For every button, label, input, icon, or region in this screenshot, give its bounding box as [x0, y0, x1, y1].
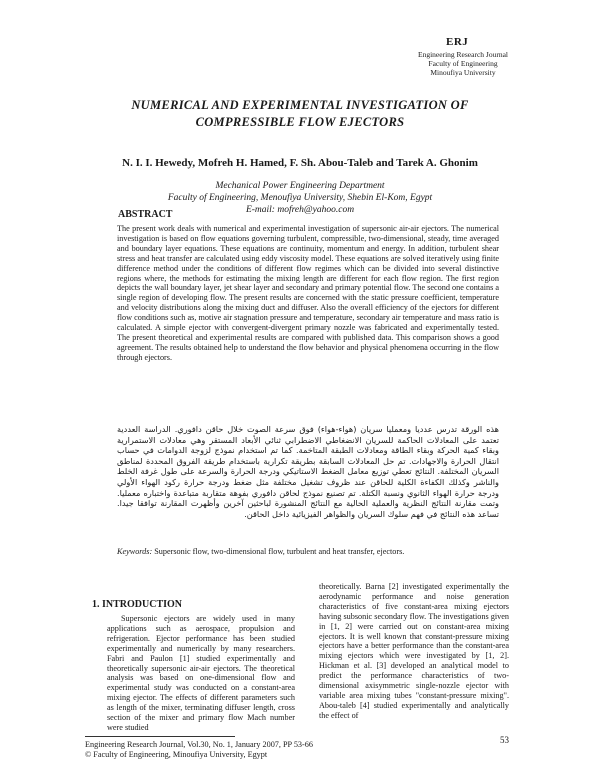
abstract-heading: ABSTRACT — [118, 209, 173, 220]
footer — [85, 740, 385, 760]
affiliation-department: Mechanical Power Engineering Department — [215, 181, 385, 191]
keywords — [117, 547, 499, 557]
introduction-heading: 1. INTRODUCTION — [92, 599, 183, 610]
paper-title-line-1: NUMERICAL AND EXPERIMENTAL INVESTIGATION OF — [131, 98, 469, 112]
introduction-left-column: Supersonic ejectors are widely used in many applications such as aerospace, propulsion and refrigeration. Ejector performance has been studied experimentally and numerically by many researchers. Fabri and Paulon [1] studied experimentally and theoretically supersonic air-air ejectors. The theoretical analysis was based on one-dimensional flow and experimental study was conducted on a constant-area mixing ejector. The effects of different parameters such as length of the mixer, terminating diffuser length, cross section of the mixer and primary flow Mach number were studied — [107, 614, 295, 732]
footer-citation: Engineering Research Journal, Vol.30, No. 1, January 2007, PP 53-66 — [85, 740, 313, 749]
keywords-text: Supersonic flow, two-dimensional flow, turbulent and heat transfer, ejectors. — [152, 547, 405, 556]
journal-university: Minoufiya University — [430, 68, 496, 77]
keywords-label: Keywords: — [117, 547, 153, 556]
author-list: N. I. I. Hewedy, Mofreh H. Hamed, F. Sh. Abou-Taleb and Tarek A. Ghonim — [122, 157, 478, 169]
affiliation-email: E-mail: mofreh@yahoo.com — [245, 205, 355, 215]
page-number: 53 — [500, 735, 509, 745]
footer-copyright: © Faculty of Engineering, Minoufiya University, Egypt — [85, 750, 268, 759]
abstract-text: The present work deals with numerical and experimental investigation of supersonic air-air ejectors. The numerical investigation is based on flow equations governing turbulent, compressible, two-dimensional, steady, time averaged and boundary layer equations. These equations are continuity, momentum and energy. In addition, turbulent shear stress and heat transfer are calculated using eddy viscosity model. These equations are solved iteratively using finite difference method under the conditions of different flow regimes which can be divided into several distinctive regions where, the methods for estimating the mixing length are different for each flow region. The first region depicts the wall boundary layer, jet shear layer and secondary and primary potential flow. The second one contains a single region of developing flow. The present results are concerned with the static pressure coefficient, temperature and velocity distributions along the mixing duct and diffuser. Also the overall efficiency of the ejectors for different flow conditions such as, motive air stagnation pressure and temperature, secondary air temperature and mass ratio is calculated. A simple ejector with convergent-divergent primary nozzle was fabricated and experimentally tested. The present theoretical and experimental results are compared with published data. This comparison shows a good agreement. The results obtained help to understand the flow behavior and physical phenomena occurring in the flow through ejectors. — [117, 224, 499, 362]
journal-logo-mark: ERJ — [446, 36, 469, 48]
introduction-right-column: theoretically. Barna [2] investigated experimentally the aerodynamic performance and noise generation characteristics of five constant-area mixing ejectors having subsonic secondary flow. The investigations given in [1, 2] were carried out on constant-area mixing ejectors. It is well known that constant-pressure mixing ejectors have a better performance than the constant-area mixing ejectors which were investigated by [1, 2]. Hickman et al. [3] developed an analytical model to predict the performance characteristics of two-dimensional axisymmetric single-nozzle ejector with variable area mixing tubes "constant-pressure mixing". Abou-taleb [4] studied experimentally and analytically the effect of — [319, 582, 509, 720]
affiliation-faculty: Faculty of Engineering, Menoufiya University, Shebin El-Kom, Egypt — [167, 193, 433, 203]
footer-rule — [85, 736, 235, 737]
journal-name: Engineering Research Journal — [418, 50, 508, 59]
journal-faculty: Faculty of Engineering — [428, 59, 498, 68]
paper-title-line-2: COMPRESSIBLE FLOW EJECTORS — [195, 115, 405, 129]
arabic-abstract: هذه الورقة تدرس عدديا ومعمليا سريان (هواء-هواء) فوق سرعة الصوت خلال حاقن دافوري. الدراسة العددية تعتمد على المعادلات الحاكمة للسريان الانضغاطي الاضطرابي ثنائي الأبعاد المستقر وهي معادلات الاستمرارية وبقاء كمية الحركة وبقاء الطاقة ومعادلات الطبقة المتاخمة. كما تم استخدام نموذج لزوجة الدوامات في حساب انتقال الحرارة والاجهادات. تم حل المعادلات السابقة بطريقة تكرارية باستخدام طريقة الفروق المحددة لمناطق السريان المختلفة. النتائج تعطي توزيع معامل الضغط الاستاتيكي ودرجة الحرارة والسرعة على طول غرفة الخلط والناشر وكذلك الكفاءة الكلية للحاقن عند ظروف تشغيل مختلفة مثل ضغط ودرجة حرارة ركود الهواء الأولي ودرجة حرارة الهواء الثانوي ونسبة الكتلة. تم تصنيع نموذج لحاقن دافوري بفوهة متقاربة متباعدة واختباره معمليا. وتمت مقارنة النتائج النظرية والعملية الحالية مع النتائج المنشورة لباحثين آخرين وأظهرت المقارنة توافقا جيدا. تساعد هذه النتائج في فهم سلوك السريان والظواهر الفيزيائية داخل الحاقن. — [117, 424, 499, 519]
